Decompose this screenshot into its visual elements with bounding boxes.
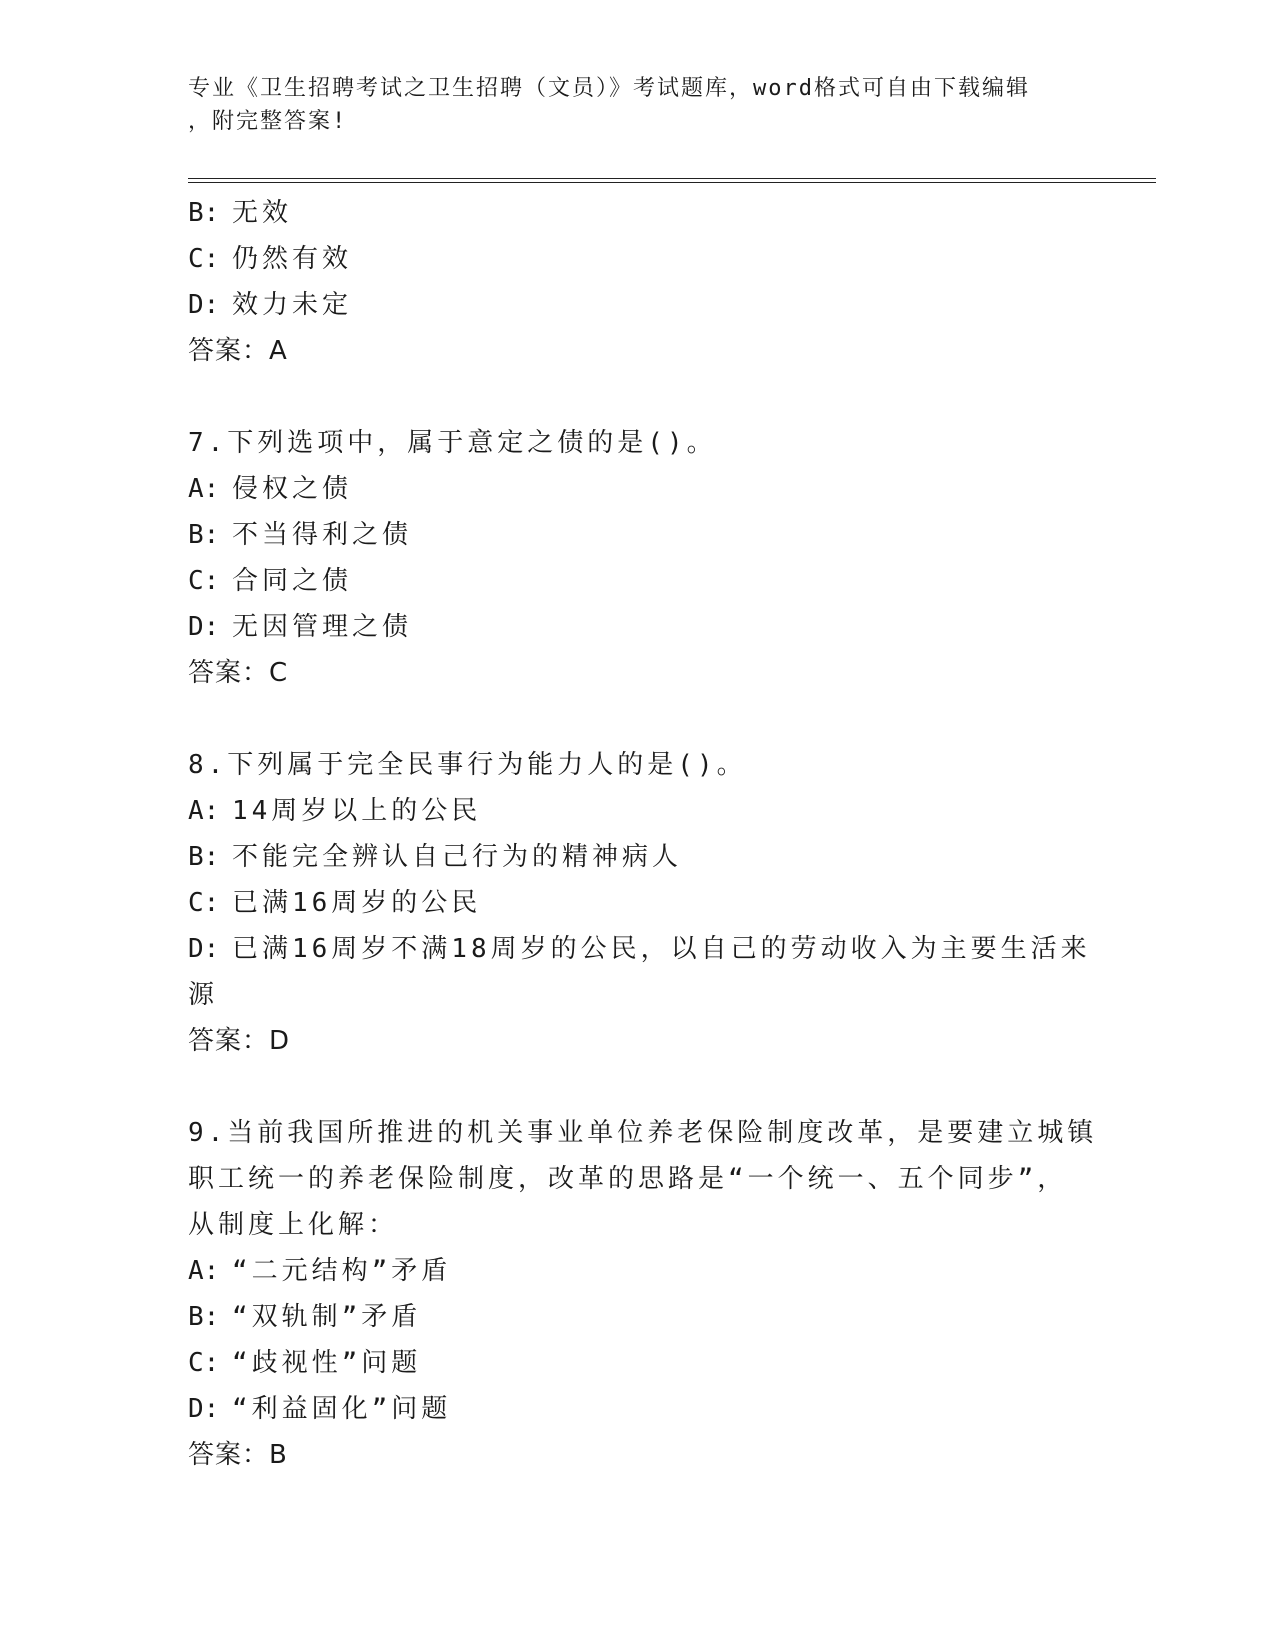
option-d: D: 效力未定 [188, 290, 353, 320]
question-stem-line-2: 职工统一的养老保险制度，改革的思路是“一个统一、五个同步”， [188, 1164, 1068, 1194]
question-stem: 7.下列选项中，属于意定之债的是()。 [188, 428, 717, 458]
option-d-continuation: 源 [188, 980, 219, 1010]
option-c: C: “歧视性”问题 [188, 1348, 422, 1378]
header-title-line-1: 专业《卫生招聘考试之卫生招聘（文员）》考试题库，word格式可自由下载编辑 [188, 76, 1030, 101]
option-d: D: 已满16周岁不满18周岁的公民，以自己的劳动收入为主要生活来 [188, 934, 1091, 964]
question-8 [188, 742, 1091, 1064]
question-9 [188, 1110, 1098, 1478]
spacer [188, 374, 1088, 420]
question-7 [188, 420, 1088, 696]
question-continued [188, 190, 1088, 374]
option-b: B: 不当得利之债 [188, 520, 413, 550]
option-a: A: 14周岁以上的公民 [188, 796, 482, 826]
answer-line: 答案：D [188, 1026, 291, 1056]
page-header [188, 72, 1068, 138]
question-stem-line-1: 9.当前我国所推进的机关事业单位养老保险制度改革，是要建立城镇 [188, 1118, 1098, 1148]
option-b: B: “双轨制”矛盾 [188, 1302, 422, 1332]
answer-line: 答案：A [188, 336, 288, 366]
option-d: D: “利益固化”问题 [188, 1394, 452, 1424]
question-stem: 8.下列属于完全民事行为能力人的是()。 [188, 750, 747, 780]
option-a: A: 侵权之债 [188, 474, 353, 504]
spacer [188, 696, 1088, 742]
question-stem-line-3: 从制度上化解： [188, 1210, 399, 1240]
option-d: D: 无因管理之债 [188, 612, 413, 642]
option-c: C: 合同之债 [188, 566, 353, 596]
option-b: B: 不能完全辨认自己行为的精神病人 [188, 842, 683, 872]
option-b: B: 无效 [188, 198, 293, 228]
option-c: C: 仍然有效 [188, 244, 353, 274]
header-divider-bottom [188, 182, 1156, 183]
header-divider-top [188, 178, 1156, 179]
header-title-line-2: ，附完整答案! [188, 109, 348, 134]
answer-line: 答案：B [188, 1440, 288, 1470]
option-a: A: “二元结构”矛盾 [188, 1256, 452, 1286]
option-c: C: 已满16周岁的公民 [188, 888, 482, 918]
question-content [188, 190, 1098, 1478]
answer-line: 答案：C [188, 658, 289, 688]
spacer [188, 1064, 1088, 1110]
